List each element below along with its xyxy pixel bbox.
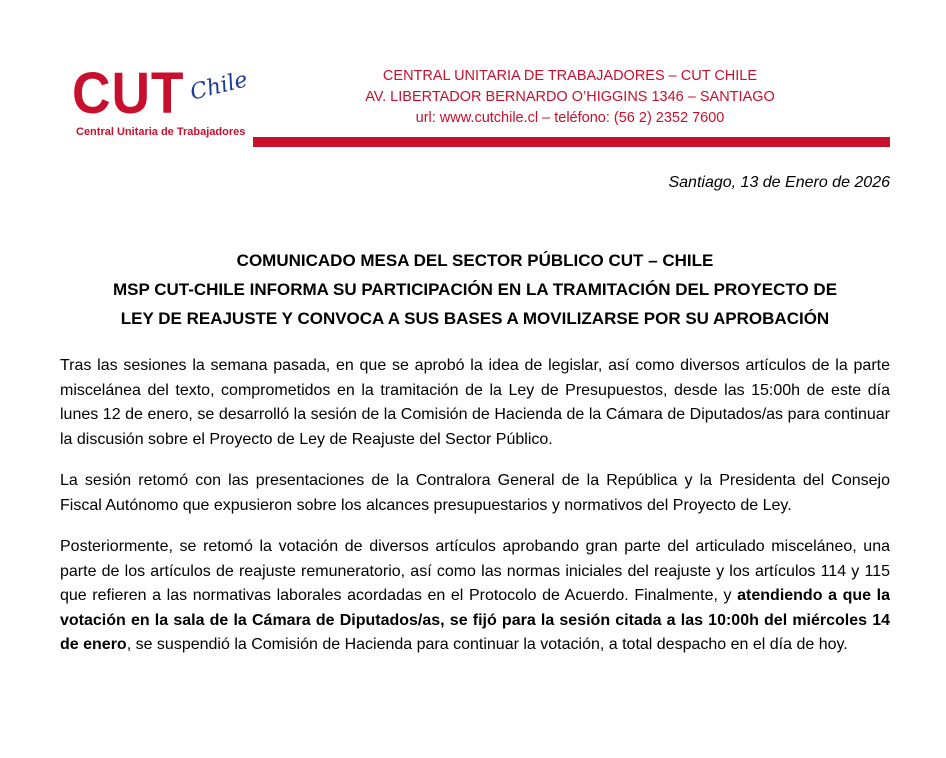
cut-chile-logo <box>70 60 251 146</box>
logo-main-text: CUT <box>72 61 185 126</box>
paragraph-3-start: Posteriormente, se retomó la votación de diversos artículos aprobando gran parte del articulado misceláneo, una parte de los artículos de reajuste remuneratorio, así como las normas iniciales del reajuste y los artículos 114 y 115 que refieren a las normativas laborales acordadas en el Protocolo de Acuerdo. Finalmente, y <box>60 538 890 604</box>
paragraph-3-end: , se suspendió la Comisión de Hacienda para continuar la votación, a total despacho en el día de hoy. <box>126 636 848 653</box>
letterhead-line-contact: url: www.cutchile.cl – teléfono: (56 2) 2352 7600 <box>415 110 725 126</box>
paragraph-1: Tras las sesiones la semana pasada, en que se aprobó la idea de legislar, así como diversos artículos de la parte miscelánea del texto, comprometidos en la tramitación de la Ley de Presupuestos, desde las 15:00h de este día lunes 12 de enero, se desarrolló la sesión de la Comisión de Hacienda de la Cámara de Diputados/as para continuar la discusión sobre el Proyecto de Ley de Reajuste del Sector Público. <box>60 357 890 448</box>
title-line-1: COMUNICADO MESA DEL SECTOR PÚBLICO CUT – CHILE <box>236 251 714 270</box>
paragraph-2: La sesión retomó con las presentaciones de la Contralora General de la República y la Presidenta del Consejo Fiscal Autónomo que expusieron sobre los alcances presupuestarios y normativos del Proyecto de Ley. <box>60 472 890 514</box>
title-line-3: LEY DE REAJUSTE Y CONVOCA A SUS BASES A MOVILIZARSE POR SU APROBACIÓN <box>120 309 830 328</box>
letterhead-line-address: AV. LIBERTADOR BERNARDO O’HIGGINS 1346 – SANTIAGO <box>365 89 775 105</box>
letterhead-divider <box>253 137 890 147</box>
document-date: Santiago, 13 de Enero de 2026 <box>668 174 890 191</box>
logo-subtitle: Central Unitaria de Trabajadores <box>76 126 246 138</box>
letterhead-line-organization: CENTRAL UNITARIA DE TRABAJADORES – CUT CHILE <box>382 68 758 84</box>
paragraph-3 <box>60 535 890 658</box>
paragraph-3-bold: atendiendo a que la votación en la sala de la Cámara de Diputados/as, se fijó para la sesión citada a las 10:00h del miércoles 14 de enero <box>60 587 890 653</box>
logo-script-text: Chile <box>187 67 251 106</box>
title-line-2: MSP CUT-CHILE INFORMA SU PARTICIPACIÓN EN LA TRAMITACIÓN DEL PROYECTO DE <box>112 280 838 299</box>
document-body <box>60 354 890 675</box>
letterhead-info <box>310 66 830 129</box>
document-title <box>60 246 890 333</box>
